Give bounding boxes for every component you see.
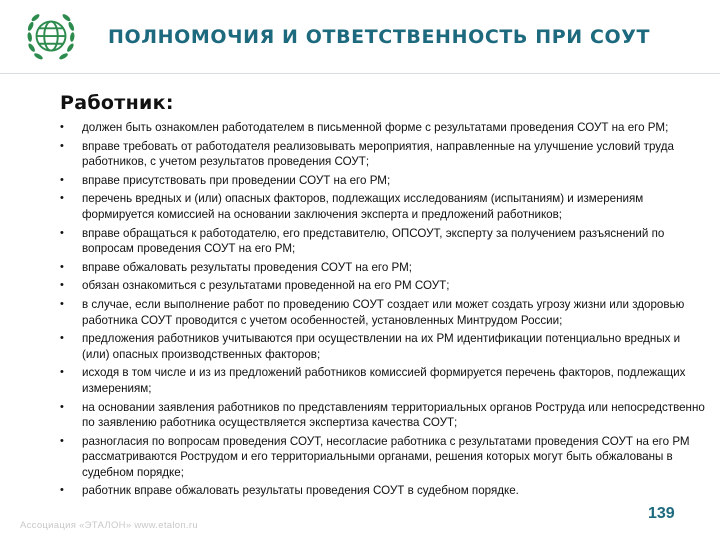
header-divider: [0, 73, 720, 74]
bullet-icon: •: [60, 366, 64, 379]
bullet-icon: •: [60, 260, 64, 273]
bullet-icon: •: [60, 434, 64, 447]
list-item: [60, 400, 710, 431]
bullet-icon: •: [60, 484, 64, 497]
list-item-text: работник вправе обжаловать результаты проведения СОУТ в судебном порядке.: [82, 484, 519, 498]
slide-title: ПОЛНОМОЧИЯ И ОТВЕТСТВЕННОСТЬ ПРИ СОУТ: [108, 26, 651, 48]
list-item: [60, 297, 710, 328]
list-item: [60, 365, 710, 396]
list-item-text: в случае, если выполнение работ по проведению СОУТ создает или может создать угрозу жизни или здоровью работника СОУТ проводится с учетом особенностей, установленных Минтрудом России;: [82, 297, 685, 327]
bullet-icon: •: [60, 400, 64, 413]
slide-header: [0, 0, 720, 76]
footer-watermark: Ассоциация «ЭТАЛОН» www.etalon.ru: [20, 520, 198, 531]
list-item: [60, 120, 710, 136]
list-item-text: вправе присутствовать при проведении СОУТ на его РМ;: [82, 173, 391, 187]
laurel-wreath-globe-icon: [22, 8, 80, 66]
bullet-icon: •: [60, 173, 64, 186]
list-item: [60, 278, 710, 294]
list-item-text: предложения работников учитываются при осуществлении на их РМ идентификации потенциально вредных и (или) опасных производственных факторов;: [82, 332, 681, 361]
section-title: Работник:: [60, 92, 174, 114]
list-item-text: вправе обращаться к работодателю, его представителю, ОПСОУТ, эксперту за получением разъяснений по вопросам проведения СОУТ на его РМ;: [82, 226, 665, 256]
list-item: [60, 483, 710, 499]
list-item-text: разногласия по вопросам проведения СОУТ, несогласие работника с результатами проведения СОУТ на его РМ рассматриваются Рострудом и его территориальными органами, решения которых могут быть обжалованы в судебном порядке;: [82, 434, 690, 479]
list-item-text: вправе обжаловать результаты проведения СОУТ на его РМ;: [82, 260, 413, 274]
list-item: [60, 260, 710, 276]
bullet-icon: •: [60, 192, 64, 205]
list-item-text: перечень вредных и (или) опасных факторов, подлежащих исследованиям (испытаниям) и измерениям формируется комиссией на основании заключения эксперта и предложений работников;: [82, 192, 644, 221]
list-item-text: на основании заявления работников по представлениям территориальных органов Роструда или непосредственно по заявлению работника осуществляется экспертиза качества СОУТ;: [82, 400, 705, 430]
list-item: [60, 139, 710, 170]
page-number: 139: [648, 505, 675, 522]
bullet-icon: •: [60, 279, 64, 292]
bullet-list: [60, 120, 710, 502]
list-item-text: обязан ознакомиться с результатами проведенной на его РМ СОУТ;: [82, 279, 450, 293]
list-item-text: исходя в том числе и из из предложений работников комиссией формируется перечень факторов, подлежащих измерениям;: [82, 366, 686, 395]
bullet-icon: •: [60, 297, 64, 310]
bullet-icon: •: [60, 226, 64, 239]
bullet-icon: •: [60, 139, 64, 152]
list-item: [60, 191, 710, 222]
list-item: [60, 331, 710, 362]
list-item-text: должен быть ознакомлен работодателем в письменной форме с результатами проведения СОУТ на его РМ;: [82, 121, 669, 134]
list-item: [60, 226, 710, 257]
list-item-text: вправе требовать от работодателя реализовывать мероприятия, направленные на улучшение условий труда работников, с учетом результатов проведения СОУТ;: [82, 139, 674, 169]
bullet-icon: •: [60, 332, 64, 345]
bullet-icon: •: [60, 121, 64, 133]
list-item: [60, 434, 710, 481]
list-item: [60, 173, 710, 189]
